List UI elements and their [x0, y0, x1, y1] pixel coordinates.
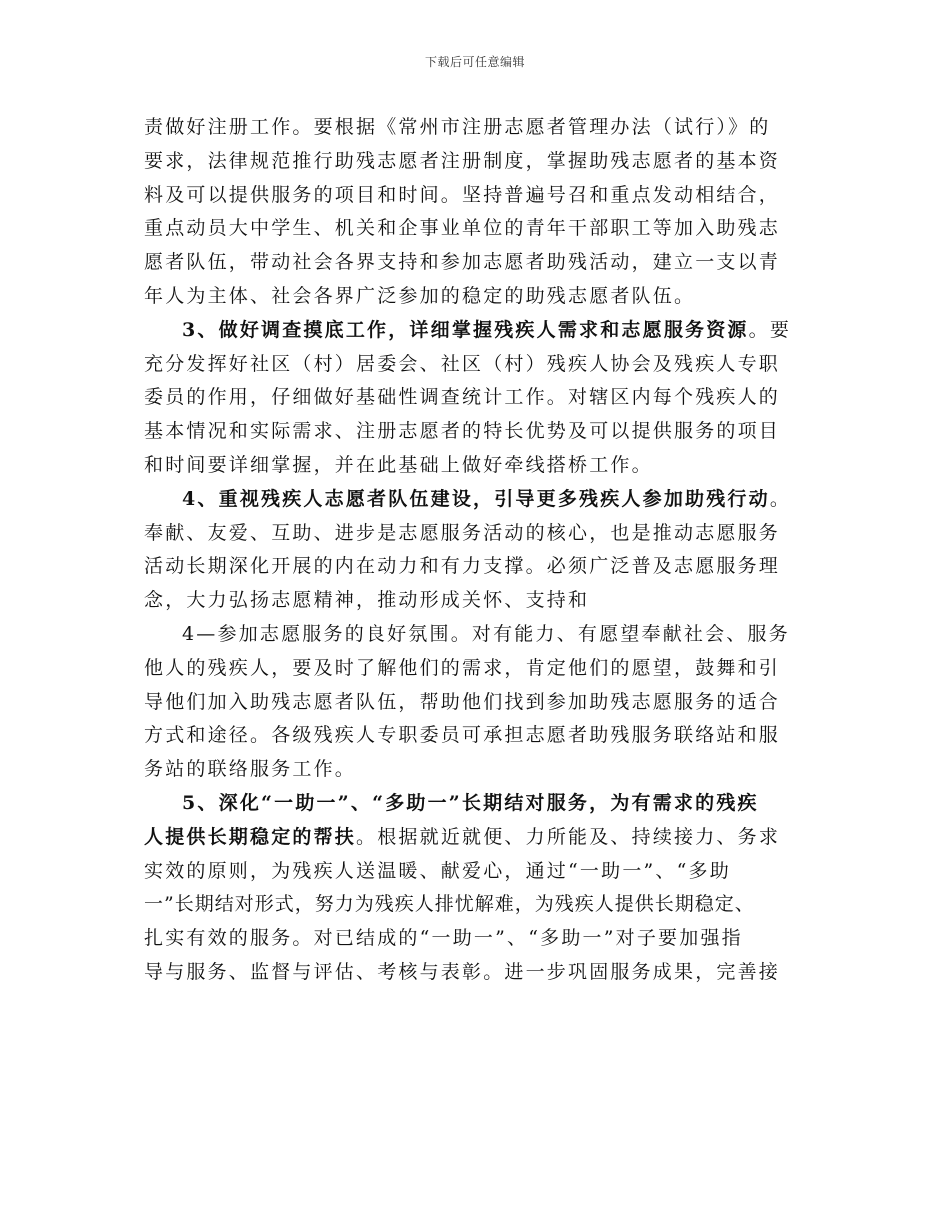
- body-text: 实效的原则，为残疾人送温暖、献爱心，通过“一助一”、“多助: [144, 859, 731, 882]
- text-line: [144, 652, 812, 686]
- text-line: [144, 787, 812, 821]
- body-text: 委员的作用，仔细做好基础性调查统计工作。对辖区内每个残疾人的: [144, 386, 781, 409]
- page-header: 下载后可任意编辑: [424, 55, 525, 69]
- text-line: [144, 381, 812, 415]
- body-text: 一”长期结对形式，努力为残疾人排忧解难，为残疾人提供长期稳定、: [144, 893, 755, 916]
- paragraph: [144, 787, 812, 990]
- text-line: [144, 922, 812, 956]
- body-text: 。: [769, 487, 792, 510]
- paragraph: [144, 111, 812, 314]
- bold-heading-text: 人提供长期稳定的帮扶: [144, 825, 357, 848]
- body-text: 他人的残疾人，要及时了解他们的需求，肯定他们的愿望，鼓舞和引: [144, 656, 781, 679]
- body-text: 。要: [748, 318, 792, 341]
- bold-heading-text: 3、做好调查摸底工作，详细掌握残疾人需求和志愿服务资源: [182, 318, 749, 341]
- text-line: [144, 145, 812, 179]
- body-text: 务站的联络服务工作。: [144, 758, 357, 781]
- body-text: 奉献、友爱、互助、进步是志愿服务活动的核心，也是推动志愿服务: [144, 521, 781, 544]
- text-line: [144, 179, 812, 213]
- text-line: [144, 280, 812, 314]
- document-body: [144, 111, 812, 990]
- paragraph: [144, 618, 812, 787]
- text-line: [144, 314, 812, 348]
- paragraph: [144, 483, 812, 618]
- body-text: 责做好注册工作。要根据《常州市注册志愿者管理办法（试行）》的: [144, 116, 771, 138]
- body-text: 充分发挥好社区（村）居委会、社区（村）残疾人协会及残疾人专职: [144, 352, 781, 375]
- body-text: 要求，法律规范推行助残志愿者注册制度，掌握助残志愿者的基本资: [144, 149, 781, 172]
- body-text: 导他们加入助残志愿者队伍，帮助他们找到参加助残志愿服务的适合: [144, 690, 781, 713]
- text-line: [144, 888, 812, 922]
- body-text: 料及可以提供服务的项目和时间。坚持普遍号召和重点发动相结合，: [144, 183, 781, 206]
- text-line: [144, 449, 812, 483]
- body-text: 。根据就近就便、力所能及、持续接力、务求: [356, 825, 781, 848]
- body-text: 活动长期深化开展的内在动力和有力支撑。必须广泛普及志愿服务理: [144, 555, 781, 578]
- body-text: 4—参加志愿服务的良好氛围。对有能力、有愿望奉献社会、服务: [182, 622, 790, 645]
- text-line: [144, 618, 812, 652]
- text-line: [144, 821, 812, 855]
- body-text: 年人为主体、社会各界广泛参加的稳定的助残志愿者队伍。: [144, 284, 696, 307]
- text-line: [144, 753, 812, 787]
- text-line: [144, 550, 812, 584]
- body-text: 基本情况和实际需求、注册志愿者的特长优势及可以提供服务的项目: [144, 420, 781, 443]
- body-text: 和时间要详细掌握，并在此基础上做好牵线搭桥工作。: [144, 453, 653, 476]
- paragraph: [144, 314, 812, 483]
- text-line: [144, 212, 812, 246]
- text-line: [144, 584, 812, 618]
- text-line: [144, 719, 812, 753]
- body-text: 扎实有效的服务。对已结成的“一助一”、“多助一”对子要加强指: [144, 927, 743, 950]
- body-text: 导与服务、监督与评估、考核与表彰。进一步巩固服务成果，完善接: [144, 960, 781, 983]
- text-line: [144, 415, 812, 449]
- text-line: [144, 348, 812, 382]
- bold-heading-text: 5、深化“一助一”、“多助一”长期结对服务，为有需求的残疾: [182, 791, 759, 814]
- text-line: [144, 483, 812, 517]
- text-line: [144, 517, 812, 551]
- body-text: 念，大力弘扬志愿精神，推动形成关怀、支持和: [144, 589, 590, 612]
- body-text: 愿者队伍，带动社会各界支持和参加志愿者助残活动，建立一支以青: [144, 251, 781, 274]
- body-text: 重点动员大中学生、机关和企事业单位的青年干部职工等加入助残志: [144, 217, 781, 240]
- text-line: [144, 956, 812, 990]
- text-line: [144, 686, 812, 720]
- body-text: 方式和途径。各级残疾人专职委员可承担志愿者助残服务联络站和服: [144, 724, 781, 747]
- text-line: [144, 246, 812, 280]
- text-line: [144, 111, 812, 145]
- bold-heading-text: 4、重视残疾人志愿者队伍建设，引导更多残疾人参加助残行动: [182, 487, 770, 510]
- text-line: [144, 855, 812, 889]
